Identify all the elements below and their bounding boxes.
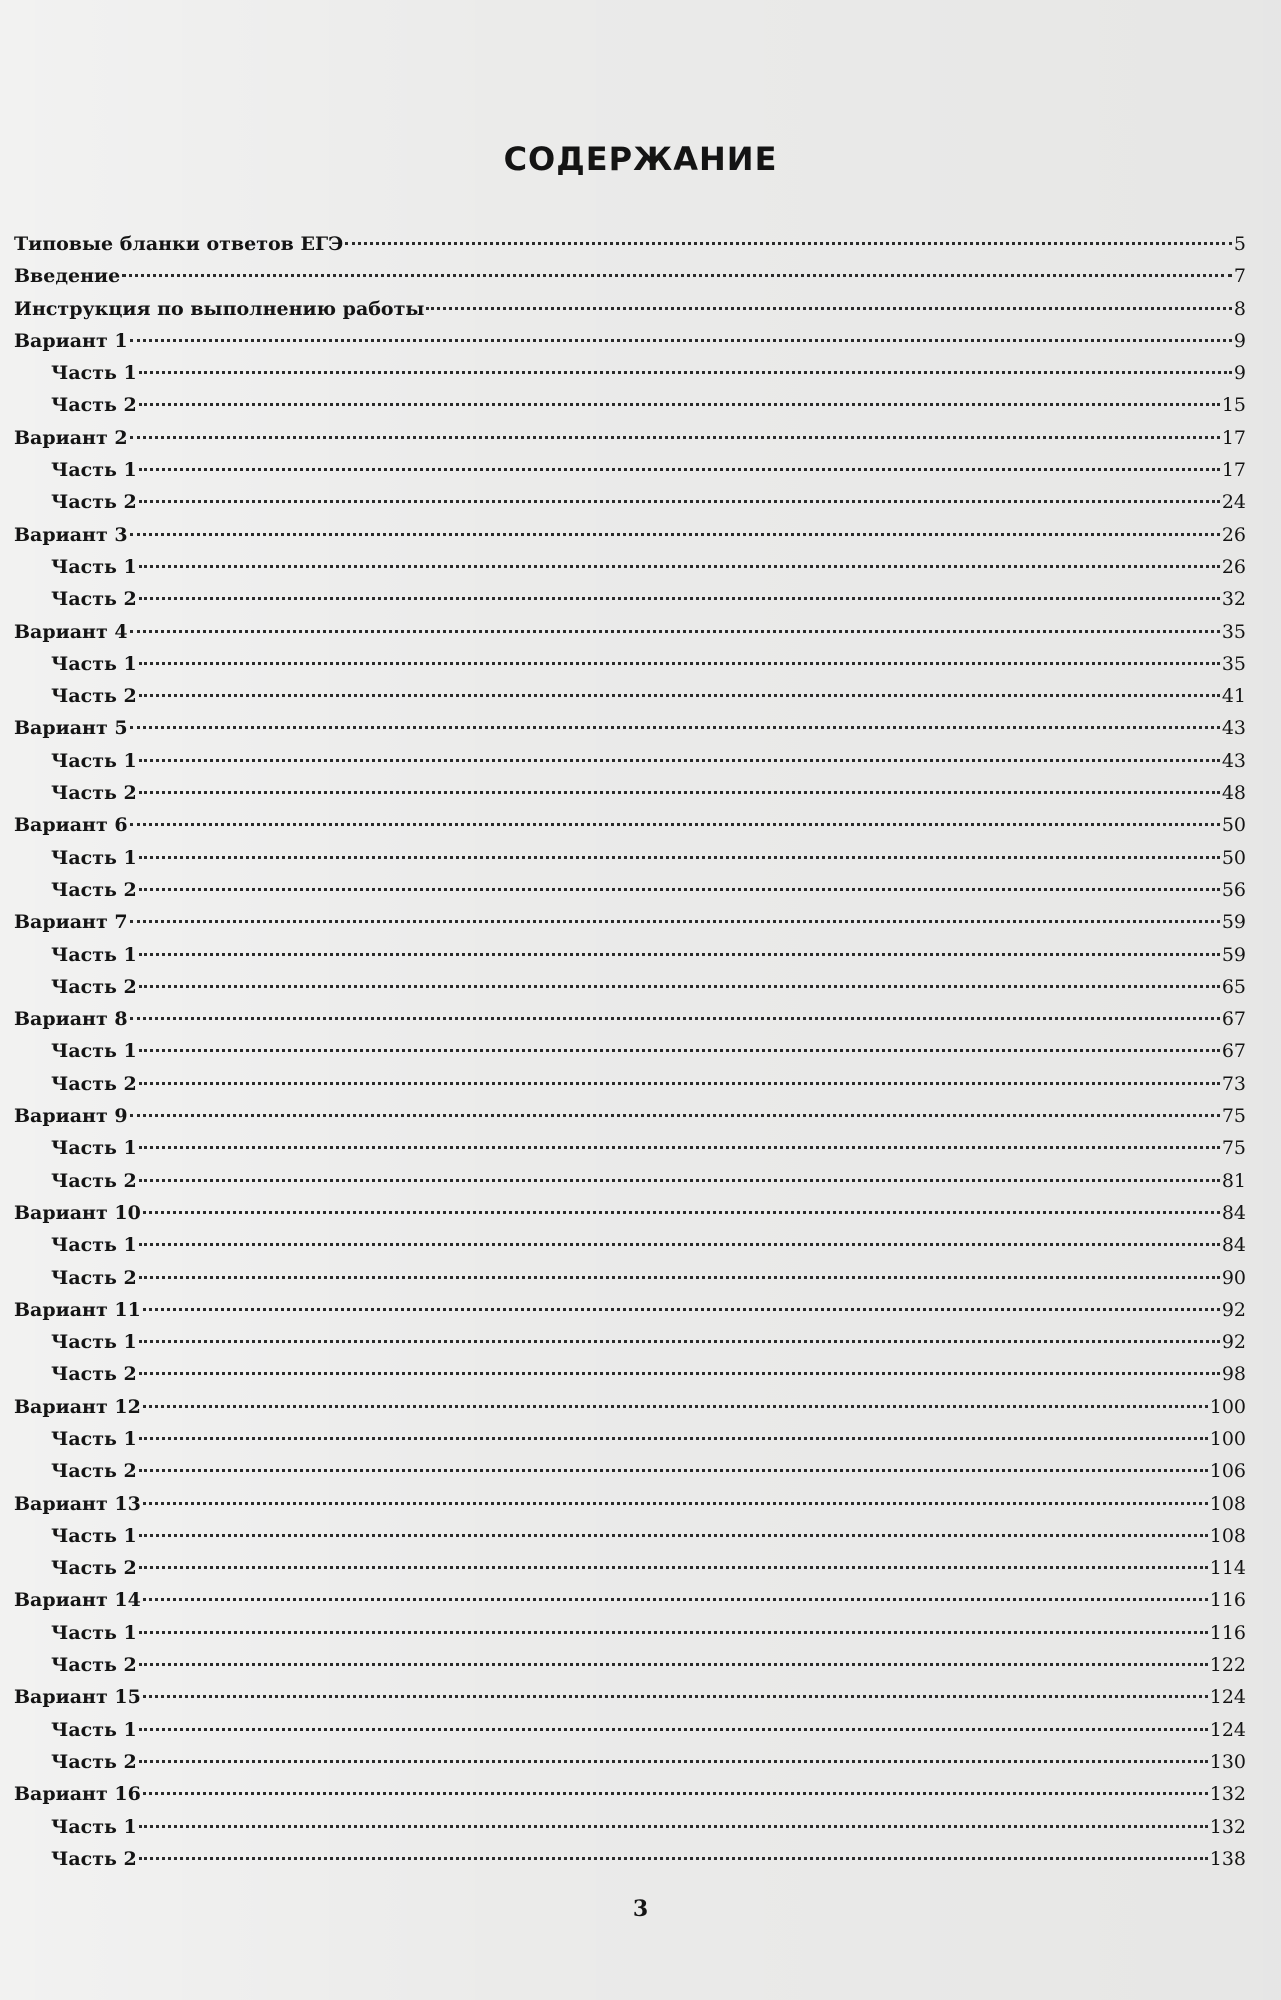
toc-subentry xyxy=(14,1714,1246,1746)
toc-entry-label: Вариант 8 xyxy=(14,1008,128,1031)
toc-entry-page: 108 xyxy=(1209,1524,1246,1547)
toc-subentry xyxy=(14,648,1246,680)
toc-entry xyxy=(14,422,1246,454)
toc-entry-label: Часть 2 xyxy=(51,1557,137,1580)
dot-leader xyxy=(143,1502,1208,1505)
toc-entry-page: 81 xyxy=(1221,1169,1246,1192)
toc-entry xyxy=(14,712,1246,744)
dot-leader xyxy=(139,856,1220,859)
toc-entry-page: 132 xyxy=(1209,1815,1246,1838)
page-title: СОДЕРЖАНИЕ xyxy=(503,140,778,178)
toc-entry-label: Вариант 6 xyxy=(14,814,128,837)
toc-entry-label: Вариант 1 xyxy=(14,329,128,352)
toc-entry-label: Вариант 16 xyxy=(14,1783,141,1806)
toc-entry xyxy=(14,1003,1246,1035)
dot-leader xyxy=(139,985,1220,988)
toc-subentry xyxy=(14,1520,1246,1552)
toc-entry-page: 138 xyxy=(1209,1847,1246,1870)
dot-leader xyxy=(139,565,1220,568)
dot-leader xyxy=(139,1179,1220,1182)
toc-entry-label: Вариант 2 xyxy=(14,426,128,449)
dot-leader xyxy=(139,694,1220,697)
toc-entry-label: Часть 2 xyxy=(51,1654,137,1677)
toc-entry-page: 132 xyxy=(1209,1783,1246,1806)
toc-entry-page: 8 xyxy=(1233,297,1246,320)
dot-leader xyxy=(130,533,1220,536)
toc-subentry xyxy=(14,1165,1246,1197)
toc-entry-label: Часть 2 xyxy=(51,394,137,417)
toc-entry-page: 67 xyxy=(1221,1040,1246,1063)
toc-entry-page: 9 xyxy=(1233,329,1246,352)
toc-subentry xyxy=(14,583,1246,615)
toc-entry-page: 92 xyxy=(1221,1298,1246,1321)
toc-entry xyxy=(14,906,1246,938)
toc-subentry xyxy=(14,454,1246,486)
toc-entry-label: Часть 2 xyxy=(51,685,137,708)
toc-entry-page: 35 xyxy=(1221,620,1246,643)
toc-subentry xyxy=(14,939,1246,971)
dot-leader xyxy=(139,662,1220,665)
toc-entry xyxy=(14,1681,1246,1713)
toc-entry-page: 50 xyxy=(1221,814,1246,837)
toc-subentry xyxy=(14,1132,1246,1164)
table-of-contents xyxy=(14,228,1246,1875)
toc-entry-label: Вариант 13 xyxy=(14,1492,141,1515)
dot-leader xyxy=(139,597,1220,600)
dot-leader xyxy=(130,920,1220,923)
dot-leader xyxy=(139,371,1232,374)
toc-entry-page: 59 xyxy=(1221,943,1246,966)
dot-leader xyxy=(139,1631,1208,1634)
toc-entry-page: 67 xyxy=(1221,1008,1246,1031)
dot-leader xyxy=(130,1017,1220,1020)
toc-entry-label: Часть 2 xyxy=(51,1460,137,1483)
toc-entry-page: 9 xyxy=(1233,362,1246,385)
toc-entry-label: Часть 1 xyxy=(51,749,137,772)
dot-leader xyxy=(139,500,1220,503)
toc-entry-page: 65 xyxy=(1221,975,1246,998)
dot-leader xyxy=(130,630,1220,633)
toc-entry-label: Инструкция по выполнению работы xyxy=(14,297,425,320)
toc-entry-label: Вариант 15 xyxy=(14,1686,141,1709)
dot-leader xyxy=(143,1211,1220,1214)
dot-leader xyxy=(143,1792,1208,1795)
toc-entry-page: 100 xyxy=(1209,1395,1246,1418)
toc-entry-page: 98 xyxy=(1221,1363,1246,1386)
toc-subentry xyxy=(14,745,1246,777)
toc-entry-label: Часть 2 xyxy=(51,975,137,998)
toc-entry xyxy=(14,1294,1246,1326)
toc-entry-page: 59 xyxy=(1221,911,1246,934)
toc-entry-page: 5 xyxy=(1233,233,1246,255)
dot-leader xyxy=(345,242,1232,245)
toc-entry-page: 56 xyxy=(1221,878,1246,901)
toc-subentry xyxy=(14,1229,1246,1261)
dot-leader xyxy=(130,436,1220,439)
toc-entry-page: 122 xyxy=(1209,1654,1246,1677)
toc-entry-label: Часть 1 xyxy=(51,1234,137,1257)
toc-entry xyxy=(14,1488,1246,1520)
toc-entry-page: 26 xyxy=(1221,523,1246,546)
toc-subentry xyxy=(14,551,1246,583)
toc-entry xyxy=(14,1391,1246,1423)
toc-entry xyxy=(14,260,1246,292)
toc-subentry xyxy=(14,389,1246,421)
toc-entry xyxy=(14,809,1246,841)
toc-entry-label: Часть 1 xyxy=(51,943,137,966)
dot-leader xyxy=(139,1372,1220,1375)
toc-subentry xyxy=(14,1068,1246,1100)
toc-entry xyxy=(14,325,1246,357)
dot-leader xyxy=(139,403,1220,406)
toc-entry-label: Вариант 9 xyxy=(14,1105,128,1128)
toc-entry-label: Часть 2 xyxy=(51,1750,137,1773)
toc-entry-page: 84 xyxy=(1221,1234,1246,1257)
toc-entry-label: Часть 2 xyxy=(51,1266,137,1289)
toc-entry-label: Вариант 3 xyxy=(14,523,128,546)
page-number: 3 xyxy=(632,1896,649,1922)
toc-entry-label: Вариант 10 xyxy=(14,1201,141,1224)
toc-entry-label: Часть 1 xyxy=(51,1427,137,1450)
toc-entry-page: 17 xyxy=(1221,426,1246,449)
dot-leader xyxy=(139,1728,1208,1731)
toc-entry-page: 108 xyxy=(1209,1492,1246,1515)
dot-leader xyxy=(139,1146,1220,1149)
toc-entry-page: 124 xyxy=(1209,1718,1246,1741)
toc-subentry xyxy=(14,1358,1246,1390)
toc-subentry xyxy=(14,842,1246,874)
toc-entry-label: Часть 1 xyxy=(51,1137,137,1160)
toc-entry-page: 7 xyxy=(1233,265,1246,288)
toc-entry xyxy=(14,228,1246,260)
dot-leader xyxy=(130,726,1220,729)
toc-entry-label: Вариант 11 xyxy=(14,1298,141,1321)
toc-entry-page: 15 xyxy=(1221,394,1246,417)
toc-entry-label: Часть 1 xyxy=(51,362,137,385)
toc-entry xyxy=(14,1778,1246,1810)
toc-entry-label: Часть 1 xyxy=(51,1718,137,1741)
toc-subentry xyxy=(14,1455,1246,1487)
toc-entry-page: 116 xyxy=(1209,1621,1246,1644)
dot-leader xyxy=(139,791,1220,794)
toc-entry-label: Часть 2 xyxy=(51,782,137,805)
dot-leader xyxy=(139,1534,1208,1537)
toc-entry-label: Часть 1 xyxy=(51,1621,137,1644)
toc-subentry xyxy=(14,1843,1246,1875)
toc-entry-label: Часть 1 xyxy=(51,555,137,578)
toc-entry-label: Вариант 14 xyxy=(14,1589,141,1612)
toc-subentry xyxy=(14,1423,1246,1455)
toc-entry-page: 48 xyxy=(1221,782,1246,805)
toc-entry-page: 114 xyxy=(1209,1557,1246,1580)
toc-entry xyxy=(14,1100,1246,1132)
dot-leader xyxy=(130,1114,1220,1117)
toc-subentry xyxy=(14,1617,1246,1649)
dot-leader xyxy=(139,1049,1220,1052)
toc-entry-label: Вариант 4 xyxy=(14,620,128,643)
toc-entry-label: Часть 2 xyxy=(51,878,137,901)
toc-entry-label: Часть 2 xyxy=(51,491,137,514)
toc-entry-page: 90 xyxy=(1221,1266,1246,1289)
toc-entry-page: 17 xyxy=(1221,459,1246,482)
toc-subentry xyxy=(14,1811,1246,1843)
dot-leader xyxy=(426,307,1231,310)
dot-leader xyxy=(139,1340,1220,1343)
dot-leader xyxy=(139,1276,1220,1279)
dot-leader xyxy=(139,953,1220,956)
dot-leader xyxy=(139,1663,1208,1666)
dot-leader xyxy=(139,1566,1208,1569)
toc-entry-page: 116 xyxy=(1209,1589,1246,1612)
toc-subentry xyxy=(14,971,1246,1003)
toc-entry-page: 75 xyxy=(1221,1137,1246,1160)
toc-entry-page: 35 xyxy=(1221,652,1246,675)
toc-entry-label: Вариант 7 xyxy=(14,911,128,934)
toc-entry xyxy=(14,1584,1246,1616)
toc-entry-page: 26 xyxy=(1221,555,1246,578)
dot-leader xyxy=(143,1405,1208,1408)
dot-leader xyxy=(139,1760,1208,1763)
toc-subentry xyxy=(14,1262,1246,1294)
toc-entry-page: 43 xyxy=(1221,749,1246,772)
dot-leader xyxy=(130,823,1220,826)
toc-entry-page: 84 xyxy=(1221,1201,1246,1224)
toc-entry-page: 130 xyxy=(1209,1750,1246,1773)
dot-leader xyxy=(139,1469,1208,1472)
dot-leader xyxy=(139,1825,1208,1828)
toc-entry xyxy=(14,1197,1246,1229)
dot-leader xyxy=(143,1598,1208,1601)
toc-entry-page: 106 xyxy=(1209,1460,1246,1483)
toc-entry-label: Введение xyxy=(14,265,121,288)
toc-entry-page: 32 xyxy=(1221,588,1246,611)
toc-entry xyxy=(14,519,1246,551)
toc-subentry xyxy=(14,777,1246,809)
toc-subentry xyxy=(14,1746,1246,1778)
dot-leader xyxy=(139,1082,1220,1085)
toc-entry-page: 43 xyxy=(1221,717,1246,740)
toc-entry-label: Часть 2 xyxy=(51,1169,137,1192)
toc-entry-label: Типовые бланки ответов ЕГЭ xyxy=(14,233,344,255)
toc-entry-page: 73 xyxy=(1221,1072,1246,1095)
toc-subentry xyxy=(14,1326,1246,1358)
toc-entry-label: Вариант 5 xyxy=(14,717,128,740)
toc-entry-label: Часть 1 xyxy=(51,1331,137,1354)
toc-subentry xyxy=(14,1035,1246,1067)
toc-entry-label: Часть 1 xyxy=(51,1040,137,1063)
toc-subentry xyxy=(14,357,1246,389)
toc-entry xyxy=(14,293,1246,325)
toc-entry-label: Часть 2 xyxy=(51,1072,137,1095)
dot-leader xyxy=(139,1437,1208,1440)
toc-entry-page: 24 xyxy=(1221,491,1246,514)
toc-subentry xyxy=(14,874,1246,906)
toc-entry-page: 41 xyxy=(1221,685,1246,708)
dot-leader xyxy=(130,339,1232,342)
toc-entry-label: Вариант 12 xyxy=(14,1395,141,1418)
dot-leader xyxy=(143,1695,1208,1698)
toc-subentry xyxy=(14,1649,1246,1681)
toc-entry-label: Часть 2 xyxy=(51,1847,137,1870)
toc-entry-label: Часть 1 xyxy=(51,459,137,482)
dot-leader xyxy=(143,1308,1220,1311)
toc-entry-label: Часть 1 xyxy=(51,846,137,869)
toc-entry-label: Часть 1 xyxy=(51,1524,137,1547)
dot-leader xyxy=(139,468,1220,471)
toc-entry-page: 100 xyxy=(1209,1427,1246,1450)
toc-entry-page: 124 xyxy=(1209,1686,1246,1709)
toc-entry-label: Часть 2 xyxy=(51,1363,137,1386)
toc-entry-page: 50 xyxy=(1221,846,1246,869)
toc-entry-label: Часть 1 xyxy=(51,652,137,675)
dot-leader xyxy=(139,759,1220,762)
toc-entry-page: 75 xyxy=(1221,1105,1246,1128)
toc-entry xyxy=(14,616,1246,648)
toc-entry-label: Часть 2 xyxy=(51,588,137,611)
dot-leader xyxy=(122,274,1232,277)
toc-subentry xyxy=(14,680,1246,712)
dot-leader xyxy=(139,1857,1208,1860)
toc-entry-page: 92 xyxy=(1221,1331,1246,1354)
dot-leader xyxy=(139,888,1220,891)
dot-leader xyxy=(139,1243,1220,1246)
toc-entry-label: Часть 1 xyxy=(51,1815,137,1838)
toc-subentry xyxy=(14,1552,1246,1584)
toc-subentry xyxy=(14,486,1246,518)
